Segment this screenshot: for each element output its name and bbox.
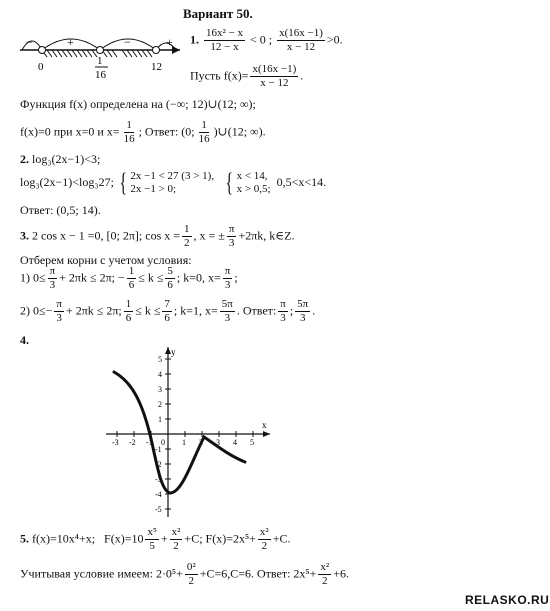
tick-1: 1 [97, 55, 103, 67]
sign-4: + [166, 35, 173, 49]
watermark: RELASKO.RU [465, 593, 550, 607]
y-tick-label: 2 [158, 400, 162, 409]
task2-answer: Ответ: (0,5; 14). [20, 203, 101, 217]
y-tick-label: -4 [155, 490, 162, 499]
task3-case-1: 1) 0≤ $\frac{\pi}{3}$ + 2πk ≤ 2π; − $\frac{1}{6}$ ≤ k ≤ $\frac{5}{6}$ ; k=0, x= $\frac{\pi}{3}$ ; [20, 265, 238, 291]
task2-statement: 2. log₃(2x−1)<3; [20, 152, 101, 166]
task1-zeros-answer: f(x)=0 при x=0 и x= $\frac{1}{16}$ ; Ответ: (0; $\frac{1}{16}$ )∪(12; ∞). [20, 119, 266, 145]
task1-domain: Функция f(x) определена на (−∞; 12)∪(12; ∞); [20, 97, 256, 111]
task2-solution: log₃(2x−1)<log₃27; { 2x −1 < 27 (3 > 1), 2x −1 > 0; { x < 14, x > 0,5; 0,5<x<14. [20, 168, 327, 197]
sign-2: + [67, 35, 74, 49]
y-tick-label: -2 [155, 460, 162, 469]
y-tick-label: -3 [155, 475, 162, 484]
y-axis-label: y [171, 347, 176, 357]
task4-graph [100, 343, 275, 521]
tick-0: 0 [38, 61, 44, 73]
x-tick-label: -2 [129, 438, 136, 447]
y-tick-label: 4 [158, 370, 162, 379]
x-axis-arrow [263, 431, 270, 437]
task5-condition-answer: Учитывая условие имеем: 2·0⁵+ $\frac{\text{0²}}{2}$ +C=6,C=6. Ответ: 2x⁵+ $\frac{\text{x²}}{2}$ +6. [20, 561, 349, 587]
ineq1-fraction: $\frac{\text{16x² − x}}{12 - x}$ [206, 27, 244, 53]
task1-number: 1. [190, 32, 199, 47]
ineq1-relation: < 0 ; [250, 32, 273, 47]
x-tick-label: 1 [182, 438, 186, 447]
page-title: Вариант 50. [183, 6, 253, 21]
x-tick-label: -1 [146, 438, 153, 447]
open-point-0 [39, 47, 46, 54]
y-tick-label: 1 [158, 415, 162, 424]
y-tick-label: 3 [158, 385, 162, 394]
task5-antiderivative: 5. f(x)=10x⁴+x; F(x)=10 $\frac{\text{x⁵}}{5}$ + $\frac{\text{x²}}{2}$ +C; F(x)=2x⁵+ $\frac{\text{x²}}{2}$ +C. [20, 526, 291, 552]
task3-select-text: Отберем корни с учетом условия: [20, 253, 192, 267]
x-tick-label: 0 [161, 438, 165, 447]
task3-statement: 3. 2 cos x − 1 =0, [0; 2π]; cos x = $\frac{1}{2}$ , x = ± $\frac{\pi}{3}$ +2πk, k∈Z. [20, 223, 295, 249]
task2-system-2: x < 14, x > 0,5; [236, 170, 271, 195]
tick-16: 16 [95, 69, 106, 81]
open-point-1-16 [97, 47, 104, 54]
task3-case-2: 2) 0≤− $\frac{\pi}{3}$ + 2πk ≤ 2π; $\frac{1}{6}$ ≤ k ≤ $\frac{7}{6}$ ; k=1, x= $\frac{5\pi}{3}$ . Ответ: $\frac{\pi}{3}$ ; $\frac{5\pi}{3}$ . [20, 298, 316, 324]
x-tick-label: -3 [112, 438, 119, 447]
y-tick-label: -1 [155, 445, 162, 454]
task2-system-1: 2x −1 < 27 (3 > 1), 2x −1 > 0; [130, 170, 215, 195]
tick-12: 12 [151, 61, 162, 73]
open-point-12 [153, 47, 160, 54]
task1-function-def: Пусть f(x)= $\frac{x(16x -1)}{x - 12}$ . [190, 63, 304, 89]
x-tick-label: 3 [216, 438, 220, 447]
y-tick-label: 5 [158, 355, 162, 364]
sign-1: − [26, 35, 33, 49]
x-tick-label: 4 [233, 438, 237, 447]
x-tick-label: 2 [199, 438, 203, 447]
sign-3: − [124, 35, 131, 49]
sign-number-line [20, 28, 180, 83]
task1-inequalities [190, 28, 343, 53]
x-axis-label: x [262, 420, 267, 430]
ineq2-relation: >0. [326, 32, 343, 47]
ineq2-fraction: $\frac{x(16x -1)}{x - 12}$ [279, 27, 323, 53]
task4-number: 4. [20, 333, 29, 347]
x-tick-label: 5 [250, 438, 254, 447]
y-tick-label: -5 [155, 505, 162, 514]
